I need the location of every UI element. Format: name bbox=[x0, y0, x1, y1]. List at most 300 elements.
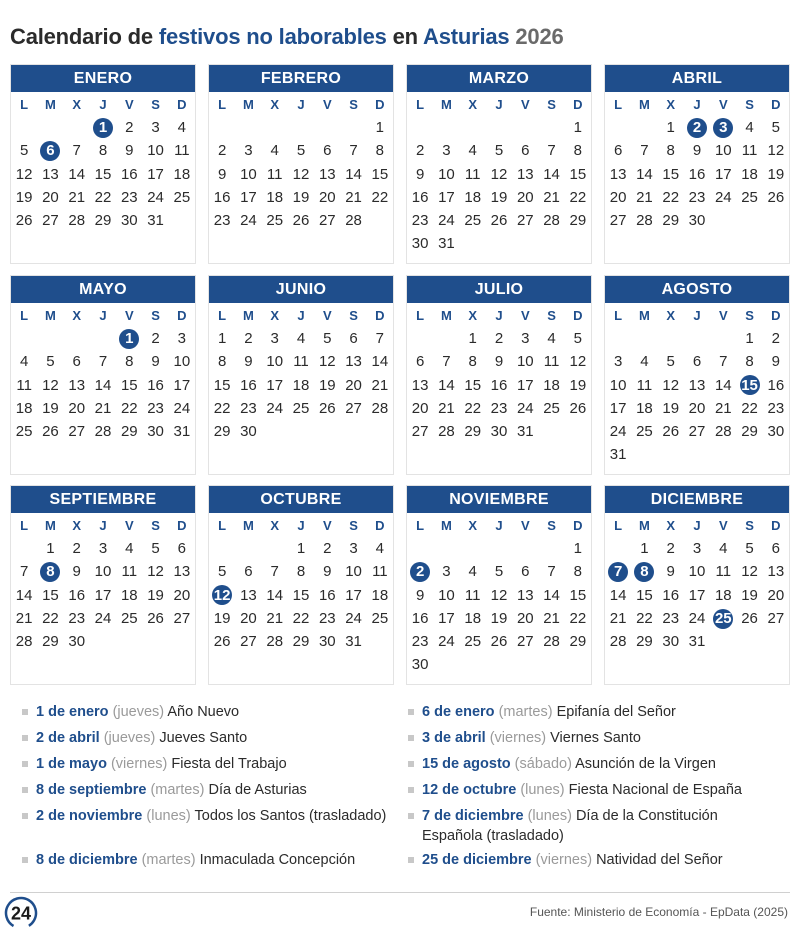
weekday-label: J bbox=[693, 97, 701, 112]
day-cell: 4 bbox=[177, 119, 187, 136]
day-cell: 8 bbox=[375, 142, 385, 160]
weekday-label: V bbox=[124, 97, 134, 112]
day-cell: 31 bbox=[688, 633, 706, 651]
day-cell: 21 bbox=[543, 188, 560, 206]
day-cell: 7 bbox=[719, 353, 728, 371]
day-cell: 13 bbox=[345, 353, 362, 371]
day-cell: 9 bbox=[244, 353, 253, 371]
day-cell: 19 bbox=[662, 399, 680, 417]
day-cell: 14 bbox=[371, 353, 389, 371]
day-cell: 4 bbox=[547, 330, 556, 347]
weekday-label: L bbox=[20, 518, 29, 533]
day-grid bbox=[605, 116, 789, 232]
day-grid bbox=[407, 537, 591, 677]
month-septiembre bbox=[10, 485, 196, 685]
day-cell: 19 bbox=[490, 609, 508, 627]
weekday-label: X bbox=[468, 518, 478, 533]
day-cell: 23 bbox=[662, 609, 680, 627]
day-cell: 11 bbox=[543, 353, 560, 371]
holiday-day: 2 bbox=[407, 560, 433, 583]
weekday-label: M bbox=[45, 97, 56, 112]
day-cell: 1 bbox=[666, 119, 675, 136]
day-cell: 17 bbox=[147, 165, 164, 183]
day-cell: 20 bbox=[240, 609, 257, 627]
weekday-header bbox=[11, 92, 195, 116]
day-cell: 16 bbox=[688, 165, 706, 183]
day-cell: 16 bbox=[411, 188, 429, 206]
legend-holiday-name: Todos los Santos (trasladado) bbox=[194, 808, 387, 824]
day-cell: 29 bbox=[120, 423, 138, 441]
day-cell: 2 bbox=[72, 540, 81, 557]
weekday-label: D bbox=[771, 97, 781, 112]
day-cell: 19 bbox=[42, 399, 59, 417]
day-cell: 5 bbox=[19, 142, 29, 160]
day-cell: 16 bbox=[120, 165, 138, 183]
day-cell: 11 bbox=[636, 376, 653, 394]
page-title bbox=[10, 24, 564, 50]
day-cell: 11 bbox=[741, 142, 758, 160]
day-cell: 25 bbox=[173, 188, 191, 206]
day-cell: 17 bbox=[173, 376, 191, 394]
empty-cell bbox=[605, 116, 631, 139]
weekday-header bbox=[407, 513, 591, 537]
day-cell: 23 bbox=[688, 188, 706, 206]
day-cell: 11 bbox=[174, 142, 190, 160]
weekday-label: M bbox=[639, 308, 650, 323]
legend-weekday: (viernes) bbox=[489, 730, 547, 746]
weekday-label: L bbox=[20, 97, 29, 112]
day-cell: 28 bbox=[438, 423, 455, 441]
day-cell: 9 bbox=[771, 353, 781, 371]
day-cell: 23 bbox=[318, 609, 336, 627]
day-cell: 22 bbox=[569, 188, 587, 206]
day-cell: 1 bbox=[375, 119, 385, 136]
day-cell: 26 bbox=[318, 399, 336, 417]
day-cell: 18 bbox=[464, 609, 482, 627]
month-name: SEPTIEMBRE bbox=[11, 486, 195, 513]
day-cell: 21 bbox=[15, 609, 33, 627]
day-cell: 26 bbox=[292, 212, 310, 230]
empty-cell bbox=[340, 116, 366, 139]
day-cell: 6 bbox=[349, 330, 358, 347]
legend-item bbox=[408, 806, 758, 846]
weekday-header bbox=[209, 303, 393, 327]
empty-cell bbox=[407, 116, 433, 139]
empty-cell bbox=[288, 116, 314, 139]
weekday-label: V bbox=[322, 518, 332, 533]
day-cell: 23 bbox=[411, 633, 429, 651]
day-cell: 2 bbox=[323, 540, 332, 557]
weekday-label: M bbox=[441, 518, 452, 533]
day-cell: 24 bbox=[266, 399, 284, 417]
day-cell: 9 bbox=[692, 142, 702, 160]
month-agosto bbox=[604, 275, 790, 475]
day-cell: 10 bbox=[516, 353, 534, 371]
legend-date: 1 de enero bbox=[36, 704, 109, 720]
day-cell: 20 bbox=[688, 399, 706, 417]
legend-holiday-name: Día de la Constitución Española (trasladado) bbox=[422, 808, 718, 844]
day-cell: 13 bbox=[688, 376, 706, 394]
day-cell: 1 bbox=[46, 540, 55, 557]
day-cell: 30 bbox=[120, 212, 138, 230]
month-name: ABRIL bbox=[605, 65, 789, 92]
day-cell: 5 bbox=[494, 142, 504, 160]
day-cell: 25 bbox=[371, 609, 389, 627]
day-cell: 10 bbox=[345, 563, 362, 581]
day-cell: 6 bbox=[415, 353, 425, 371]
day-cell: 15 bbox=[292, 586, 310, 604]
day-cell: 14 bbox=[438, 376, 455, 394]
weekday-label: S bbox=[547, 308, 556, 323]
weekday-header bbox=[605, 513, 789, 537]
day-cell: 9 bbox=[151, 353, 160, 371]
day-cell: 29 bbox=[569, 212, 587, 230]
empty-cell bbox=[90, 327, 116, 350]
day-cell: 11 bbox=[372, 563, 388, 581]
day-cell: 14 bbox=[543, 586, 560, 604]
day-cell: 24 bbox=[516, 399, 534, 417]
day-cell: 3 bbox=[521, 330, 530, 347]
day-cell: 31 bbox=[345, 633, 362, 651]
day-grid bbox=[11, 327, 195, 443]
weekday-label: J bbox=[297, 518, 305, 533]
day-cell: 20 bbox=[42, 188, 59, 206]
day-cell: 8 bbox=[573, 142, 583, 160]
day-cell: 29 bbox=[42, 633, 59, 651]
day-cell: 20 bbox=[68, 399, 86, 417]
day-grid bbox=[209, 327, 393, 443]
day-cell: 19 bbox=[213, 609, 231, 627]
day-cell: 24 bbox=[714, 188, 732, 206]
day-cell: 4 bbox=[125, 540, 134, 557]
day-cell: 17 bbox=[609, 399, 627, 417]
weekday-label: V bbox=[124, 518, 134, 533]
weekday-header bbox=[407, 92, 591, 116]
month-name: OCTUBRE bbox=[209, 486, 393, 513]
day-cell: 17 bbox=[266, 376, 284, 394]
weekday-label: V bbox=[520, 97, 530, 112]
weekday-label: D bbox=[375, 518, 385, 533]
day-cell: 23 bbox=[120, 188, 138, 206]
day-cell: 21 bbox=[266, 609, 284, 627]
day-cell: 22 bbox=[636, 609, 653, 627]
day-cell: 14 bbox=[543, 165, 560, 183]
day-cell: 30 bbox=[68, 633, 86, 651]
legend-item bbox=[408, 728, 758, 748]
day-cell: 26 bbox=[662, 423, 680, 441]
day-cell: 23 bbox=[411, 212, 429, 230]
day-cell: 3 bbox=[270, 330, 279, 347]
weekday-label: J bbox=[693, 308, 701, 323]
day-cell: 20 bbox=[767, 586, 785, 604]
day-cell: 18 bbox=[292, 376, 310, 394]
day-cell: 17 bbox=[516, 376, 534, 394]
day-cell: 5 bbox=[323, 330, 332, 347]
empty-cell bbox=[433, 116, 459, 139]
empty-cell bbox=[209, 537, 235, 560]
weekday-label: J bbox=[495, 518, 503, 533]
day-cell: 7 bbox=[72, 142, 81, 160]
day-cell: 22 bbox=[213, 399, 231, 417]
title-part-2: festivos no laborables bbox=[158, 24, 387, 49]
day-cell: 18 bbox=[120, 586, 138, 604]
day-cell: 1 bbox=[573, 540, 583, 557]
legend-holiday-name: Viernes Santo bbox=[550, 730, 641, 746]
day-cell: 7 bbox=[98, 353, 108, 371]
day-cell: 27 bbox=[609, 212, 627, 230]
day-cell: 15 bbox=[636, 586, 653, 604]
day-cell: 21 bbox=[609, 609, 627, 627]
day-cell: 14 bbox=[714, 376, 732, 394]
legend-weekday: (viernes) bbox=[535, 852, 593, 868]
legend-weekday: (lunes) bbox=[520, 782, 565, 798]
legend-weekday: (lunes) bbox=[146, 808, 191, 824]
weekday-label: M bbox=[243, 518, 254, 533]
legend-date: 3 de abril bbox=[422, 730, 486, 746]
day-cell: 14 bbox=[266, 586, 284, 604]
day-cell: 7 bbox=[375, 330, 385, 347]
legend-weekday: (martes) bbox=[150, 782, 205, 798]
weekday-label: X bbox=[270, 97, 280, 112]
day-cell: 2 bbox=[494, 330, 504, 347]
day-cell: 18 bbox=[464, 188, 482, 206]
day-cell: 18 bbox=[173, 165, 191, 183]
empty-cell bbox=[209, 116, 235, 139]
day-cell: 12 bbox=[490, 165, 508, 183]
day-cell: 9 bbox=[494, 353, 504, 371]
weekday-label: X bbox=[666, 308, 676, 323]
day-cell: 16 bbox=[213, 188, 231, 206]
day-cell: 1 bbox=[745, 330, 754, 347]
day-cell: 30 bbox=[318, 633, 336, 651]
day-cell: 21 bbox=[68, 188, 86, 206]
weekday-label: L bbox=[218, 97, 227, 112]
legend-date: 15 de agosto bbox=[422, 756, 511, 772]
day-cell: 11 bbox=[121, 563, 138, 581]
day-cell: 6 bbox=[244, 563, 253, 581]
day-cell: 15 bbox=[213, 376, 231, 394]
weekday-label: J bbox=[297, 97, 305, 112]
weekday-label: J bbox=[693, 518, 701, 533]
empty-cell bbox=[64, 327, 90, 350]
weekday-label: J bbox=[495, 97, 503, 112]
day-cell: 27 bbox=[173, 609, 191, 627]
day-cell: 24 bbox=[688, 609, 706, 627]
day-cell: 19 bbox=[741, 586, 758, 604]
empty-cell bbox=[407, 327, 433, 350]
day-cell: 16 bbox=[490, 376, 508, 394]
day-cell: 4 bbox=[468, 563, 477, 581]
day-cell: 22 bbox=[464, 399, 482, 417]
day-cell: 29 bbox=[569, 633, 587, 651]
day-cell: 13 bbox=[240, 586, 257, 604]
legend-item bbox=[408, 850, 758, 870]
month-marzo bbox=[406, 64, 592, 264]
day-grid bbox=[605, 327, 789, 467]
day-cell: 16 bbox=[68, 586, 86, 604]
empty-cell bbox=[658, 327, 684, 350]
month-name: ENERO bbox=[11, 65, 195, 92]
legend-holiday-name: Fiesta Nacional de España bbox=[568, 782, 742, 798]
legend-weekday: (jueves) bbox=[103, 730, 156, 746]
legend-weekday: (martes) bbox=[498, 704, 553, 720]
weekday-label: L bbox=[218, 308, 227, 323]
holiday-day: 1 bbox=[116, 327, 142, 350]
weekday-label: J bbox=[99, 308, 107, 323]
day-cell: 31 bbox=[147, 212, 164, 230]
legend-date: 7 de diciembre bbox=[422, 808, 524, 824]
month-name: FEBRERO bbox=[209, 65, 393, 92]
day-cell: 15 bbox=[464, 376, 482, 394]
day-cell: 13 bbox=[68, 376, 86, 394]
day-cell: 25 bbox=[15, 423, 33, 441]
day-cell: 19 bbox=[15, 188, 33, 206]
day-cell: 20 bbox=[516, 188, 534, 206]
day-cell: 17 bbox=[345, 586, 362, 604]
weekday-label: D bbox=[771, 308, 781, 323]
empty-cell bbox=[37, 116, 63, 139]
day-cell: 24 bbox=[345, 609, 362, 627]
weekday-label: X bbox=[666, 97, 676, 112]
legend-date: 8 de septiembre bbox=[36, 782, 147, 798]
day-cell: 18 bbox=[266, 188, 284, 206]
day-cell: 1 bbox=[573, 119, 583, 136]
weekday-label: M bbox=[45, 518, 56, 533]
empty-cell bbox=[684, 327, 710, 350]
day-cell: 31 bbox=[173, 423, 191, 441]
day-cell: 27 bbox=[68, 423, 86, 441]
legend-holiday-name: Día de Asturias bbox=[208, 782, 307, 798]
day-cell: 4 bbox=[745, 119, 754, 136]
day-cell: 2 bbox=[771, 330, 781, 347]
day-cell: 10 bbox=[173, 353, 191, 371]
weekday-header bbox=[209, 92, 393, 116]
holiday-day: 8 bbox=[631, 560, 657, 583]
day-cell: 13 bbox=[767, 563, 785, 581]
month-name: MAYO bbox=[11, 276, 195, 303]
day-cell: 28 bbox=[345, 212, 362, 230]
legend-item bbox=[22, 702, 397, 722]
day-cell: 30 bbox=[411, 235, 429, 253]
weekday-label: X bbox=[72, 308, 82, 323]
day-cell: 16 bbox=[318, 586, 336, 604]
day-cell: 16 bbox=[147, 376, 164, 394]
day-cell: 3 bbox=[98, 540, 108, 557]
day-cell: 4 bbox=[19, 353, 29, 371]
month-name: DICIEMBRE bbox=[605, 486, 789, 513]
weekday-header bbox=[11, 303, 195, 327]
month-enero bbox=[10, 64, 196, 264]
brand-logo bbox=[4, 896, 40, 930]
day-cell: 21 bbox=[438, 399, 455, 417]
day-cell: 27 bbox=[240, 633, 257, 651]
logo-text: 24 bbox=[10, 903, 32, 924]
holiday-day: 6 bbox=[37, 139, 63, 162]
weekday-label: M bbox=[243, 308, 254, 323]
day-grid bbox=[407, 116, 591, 256]
day-cell: 5 bbox=[494, 563, 504, 581]
weekday-label: S bbox=[349, 308, 358, 323]
day-cell: 29 bbox=[662, 212, 680, 230]
month-febrero bbox=[208, 64, 394, 264]
empty-cell bbox=[262, 116, 288, 139]
day-cell: 12 bbox=[318, 353, 336, 371]
month-abril bbox=[604, 64, 790, 264]
legend-date: 25 de diciembre bbox=[422, 852, 532, 868]
empty-cell bbox=[486, 537, 512, 560]
day-cell: 12 bbox=[15, 165, 33, 183]
day-grid bbox=[11, 537, 195, 653]
day-cell: 24 bbox=[94, 609, 112, 627]
weekday-label: S bbox=[151, 518, 160, 533]
day-cell: 28 bbox=[609, 633, 627, 651]
month-name: MARZO bbox=[407, 65, 591, 92]
month-name: JULIO bbox=[407, 276, 591, 303]
legend-weekday: (martes) bbox=[141, 852, 196, 868]
day-cell: 26 bbox=[569, 399, 587, 417]
day-cell: 18 bbox=[371, 586, 389, 604]
day-cell: 5 bbox=[46, 353, 55, 371]
day-cell: 8 bbox=[98, 142, 108, 160]
weekday-label: L bbox=[614, 308, 623, 323]
day-cell: 7 bbox=[442, 353, 451, 371]
day-cell: 30 bbox=[147, 423, 164, 441]
empty-cell bbox=[64, 116, 90, 139]
weekday-label: V bbox=[124, 308, 134, 323]
day-cell: 10 bbox=[94, 563, 112, 581]
day-cell: 5 bbox=[771, 119, 781, 136]
day-cell: 28 bbox=[543, 212, 560, 230]
holiday-day: 7 bbox=[605, 560, 631, 583]
legend-item bbox=[22, 850, 397, 870]
day-cell: 3 bbox=[692, 540, 702, 557]
weekday-label: L bbox=[416, 518, 425, 533]
weekday-header bbox=[407, 303, 591, 327]
weekday-label: S bbox=[349, 97, 358, 112]
day-cell: 3 bbox=[442, 142, 451, 160]
weekday-label: X bbox=[72, 97, 82, 112]
weekday-label: J bbox=[99, 97, 107, 112]
holiday-day: 25 bbox=[710, 607, 736, 630]
day-cell: 13 bbox=[609, 165, 627, 183]
day-cell: 18 bbox=[741, 165, 758, 183]
empty-cell bbox=[433, 327, 459, 350]
weekday-label: M bbox=[639, 518, 650, 533]
weekday-label: X bbox=[468, 308, 478, 323]
empty-cell bbox=[460, 537, 486, 560]
day-cell: 10 bbox=[266, 353, 284, 371]
day-cell: 11 bbox=[293, 353, 309, 371]
day-cell: 12 bbox=[292, 165, 310, 183]
day-cell: 6 bbox=[177, 540, 187, 557]
weekday-label: X bbox=[666, 518, 676, 533]
empty-cell bbox=[407, 537, 433, 560]
day-cell: 15 bbox=[94, 165, 112, 183]
day-cell: 8 bbox=[666, 142, 675, 160]
day-cell: 28 bbox=[94, 423, 112, 441]
holiday-day: 12 bbox=[209, 584, 235, 607]
day-cell: 15 bbox=[42, 586, 59, 604]
day-cell: 12 bbox=[767, 142, 785, 160]
day-cell: 9 bbox=[415, 165, 425, 183]
day-cell: 22 bbox=[120, 399, 138, 417]
day-cell: 10 bbox=[240, 165, 257, 183]
month-diciembre bbox=[604, 485, 790, 685]
day-cell: 7 bbox=[547, 142, 556, 160]
day-cell: 21 bbox=[345, 188, 362, 206]
weekday-label: D bbox=[771, 518, 781, 533]
day-cell: 3 bbox=[244, 142, 253, 160]
